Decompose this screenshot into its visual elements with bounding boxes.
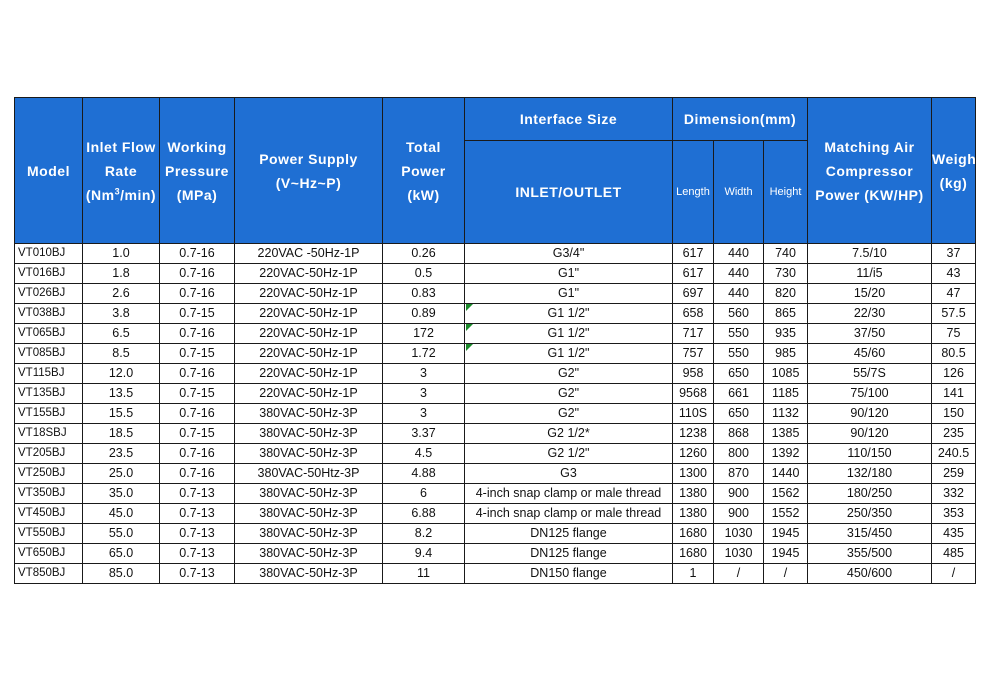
cell-pressure: 0.7-15 bbox=[160, 384, 235, 404]
table-row bbox=[15, 304, 976, 324]
cell-power: 6 bbox=[383, 484, 465, 504]
cell-height: 740 bbox=[764, 244, 808, 264]
cell-supply: 220VAC-50Hz-1P bbox=[235, 364, 383, 384]
cell-power: 0.5 bbox=[383, 264, 465, 284]
cell-matching: 45/60 bbox=[808, 344, 932, 364]
header-power-supply: Power Supply (V~Hz~P) bbox=[235, 98, 383, 244]
cell-pressure: 0.7-16 bbox=[160, 264, 235, 284]
cell-length: 658 bbox=[673, 304, 714, 324]
cell-width: 440 bbox=[714, 244, 764, 264]
cell-power: 0.89 bbox=[383, 304, 465, 324]
cell-width: 870 bbox=[714, 464, 764, 484]
cell-supply: 220VAC-50Hz-1P bbox=[235, 344, 383, 364]
cell-interface: DN125 flange bbox=[465, 524, 673, 544]
cell-model: VT155BJ bbox=[15, 404, 83, 424]
cell-width: 650 bbox=[714, 404, 764, 424]
cell-length: 110S bbox=[673, 404, 714, 424]
cell-pressure: 0.7-13 bbox=[160, 524, 235, 544]
cell-supply: 220VAC-50Hz-1P bbox=[235, 324, 383, 344]
cell-length: 757 bbox=[673, 344, 714, 364]
cell-interface: G1 1/2" bbox=[465, 304, 673, 324]
cell-flow: 85.0 bbox=[83, 564, 160, 584]
cell-length: 617 bbox=[673, 244, 714, 264]
cell-weight: 47 bbox=[932, 284, 976, 304]
cell-supply: 380VAC-50Hz-3P bbox=[235, 484, 383, 504]
cell-interface: G1 1/2" bbox=[465, 344, 673, 364]
cell-pressure: 0.7-13 bbox=[160, 504, 235, 524]
cell-interface: G2" bbox=[465, 404, 673, 424]
cell-flow: 3.8 bbox=[83, 304, 160, 324]
cell-height: 985 bbox=[764, 344, 808, 364]
cell-supply: 380VAC-50Hz-3P bbox=[235, 404, 383, 424]
header-inlet-outlet: INLET/OUTLET bbox=[465, 141, 673, 244]
cell-pressure: 0.7-16 bbox=[160, 244, 235, 264]
cell-interface: G1" bbox=[465, 284, 673, 304]
cell-width: / bbox=[714, 564, 764, 584]
cell-model: VT18SBJ bbox=[15, 424, 83, 444]
header-model: Model bbox=[15, 98, 83, 244]
table-row bbox=[15, 264, 976, 284]
cell-model: VT250BJ bbox=[15, 464, 83, 484]
cell-interface: 4-inch snap clamp or male thread bbox=[465, 484, 673, 504]
table-row bbox=[15, 544, 976, 564]
cell-power: 6.88 bbox=[383, 504, 465, 524]
cell-length: 1680 bbox=[673, 524, 714, 544]
table-row bbox=[15, 344, 976, 364]
cell-flow: 1.8 bbox=[83, 264, 160, 284]
table-row bbox=[15, 504, 976, 524]
table-row bbox=[15, 324, 976, 344]
cell-weight: 332 bbox=[932, 484, 976, 504]
cell-width: 661 bbox=[714, 384, 764, 404]
cell-matching: 315/450 bbox=[808, 524, 932, 544]
cell-model: VT450BJ bbox=[15, 504, 83, 524]
cell-weight: 126 bbox=[932, 364, 976, 384]
cell-width: 868 bbox=[714, 424, 764, 444]
cell-supply: 220VAC-50Hz-1P bbox=[235, 264, 383, 284]
cell-pressure: 0.7-15 bbox=[160, 424, 235, 444]
cell-height: 1392 bbox=[764, 444, 808, 464]
cell-height: 1132 bbox=[764, 404, 808, 424]
cell-weight: 75 bbox=[932, 324, 976, 344]
table-row bbox=[15, 484, 976, 504]
cell-model: VT026BJ bbox=[15, 284, 83, 304]
cell-matching: 90/120 bbox=[808, 424, 932, 444]
cell-matching: 110/150 bbox=[808, 444, 932, 464]
cell-height: 1185 bbox=[764, 384, 808, 404]
cell-width: 1030 bbox=[714, 524, 764, 544]
cell-weight: 80.5 bbox=[932, 344, 976, 364]
cell-width: 900 bbox=[714, 504, 764, 524]
cell-flow: 23.5 bbox=[83, 444, 160, 464]
header-dimension: Dimension(mm) bbox=[673, 98, 808, 141]
cell-matching: 450/600 bbox=[808, 564, 932, 584]
cell-height: 730 bbox=[764, 264, 808, 284]
cell-flow: 45.0 bbox=[83, 504, 160, 524]
cell-length: 617 bbox=[673, 264, 714, 284]
cell-weight: 150 bbox=[932, 404, 976, 424]
header-row-top bbox=[15, 98, 976, 141]
cell-power: 4.5 bbox=[383, 444, 465, 464]
cell-model: VT550BJ bbox=[15, 524, 83, 544]
cell-flow: 55.0 bbox=[83, 524, 160, 544]
cell-power: 1.72 bbox=[383, 344, 465, 364]
cell-power: 9.4 bbox=[383, 544, 465, 564]
cell-flow: 12.0 bbox=[83, 364, 160, 384]
header-weight: Weight (kg) bbox=[932, 98, 976, 244]
cell-length: 1 bbox=[673, 564, 714, 584]
cell-length: 717 bbox=[673, 324, 714, 344]
cell-power: 3 bbox=[383, 404, 465, 424]
cell-model: VT085BJ bbox=[15, 344, 83, 364]
cell-flow: 8.5 bbox=[83, 344, 160, 364]
cell-matching: 355/500 bbox=[808, 544, 932, 564]
header-length: Length bbox=[673, 141, 714, 244]
cell-weight: 435 bbox=[932, 524, 976, 544]
cell-weight: 235 bbox=[932, 424, 976, 444]
cell-width: 440 bbox=[714, 264, 764, 284]
cell-length: 9568 bbox=[673, 384, 714, 404]
cell-model: VT850BJ bbox=[15, 564, 83, 584]
cell-model: VT205BJ bbox=[15, 444, 83, 464]
cell-matching: 7.5/10 bbox=[808, 244, 932, 264]
cell-supply: 380VAC-50Hz-3P bbox=[235, 504, 383, 524]
header-matching-compressor-power: Matching Air Compressor Power (KW/HP) bbox=[808, 98, 932, 244]
cell-length: 1380 bbox=[673, 504, 714, 524]
cell-model: VT350BJ bbox=[15, 484, 83, 504]
cell-length: 958 bbox=[673, 364, 714, 384]
table-row bbox=[15, 524, 976, 544]
cell-supply: 380VAC-50Hz-3P bbox=[235, 564, 383, 584]
cell-weight: 240.5 bbox=[932, 444, 976, 464]
cell-height: 1562 bbox=[764, 484, 808, 504]
cell-width: 550 bbox=[714, 344, 764, 364]
cell-pressure: 0.7-13 bbox=[160, 484, 235, 504]
cell-supply: 220VAC-50Hz-1P bbox=[235, 284, 383, 304]
cell-flow: 65.0 bbox=[83, 544, 160, 564]
table-row bbox=[15, 384, 976, 404]
cell-width: 800 bbox=[714, 444, 764, 464]
cell-supply: 380VAC-50Htz-3P bbox=[235, 464, 383, 484]
cell-supply: 220VAC-50Hz-1P bbox=[235, 304, 383, 324]
cell-pressure: 0.7-16 bbox=[160, 444, 235, 464]
cell-height: 820 bbox=[764, 284, 808, 304]
cell-height: 865 bbox=[764, 304, 808, 324]
cell-model: VT065BJ bbox=[15, 324, 83, 344]
cell-width: 440 bbox=[714, 284, 764, 304]
cell-interface: G2 1/2" bbox=[465, 444, 673, 464]
cell-width: 900 bbox=[714, 484, 764, 504]
cell-height: 1440 bbox=[764, 464, 808, 484]
cell-interface: DN150 flange bbox=[465, 564, 673, 584]
cell-length: 1380 bbox=[673, 484, 714, 504]
table-row bbox=[15, 564, 976, 584]
cell-matching: 132/180 bbox=[808, 464, 932, 484]
cell-power: 11 bbox=[383, 564, 465, 584]
header-interface-size: Interface Size bbox=[465, 98, 673, 141]
cell-matching: 90/120 bbox=[808, 404, 932, 424]
cell-pressure: 0.7-16 bbox=[160, 364, 235, 384]
specification-table bbox=[14, 97, 982, 584]
cell-height: 935 bbox=[764, 324, 808, 344]
cell-pressure: 0.7-13 bbox=[160, 564, 235, 584]
cell-flow: 6.5 bbox=[83, 324, 160, 344]
cell-flow: 18.5 bbox=[83, 424, 160, 444]
header-inlet-flow-rate: Inlet Flow Rate (Nm$^3$/min) bbox=[83, 98, 160, 244]
cell-power: 172 bbox=[383, 324, 465, 344]
cell-height: / bbox=[764, 564, 808, 584]
table-row bbox=[15, 464, 976, 484]
header-width: Width bbox=[714, 141, 764, 244]
cell-model: VT135BJ bbox=[15, 384, 83, 404]
cell-pressure: 0.7-16 bbox=[160, 404, 235, 424]
cell-height: 1085 bbox=[764, 364, 808, 384]
cell-interface: 4-inch snap clamp or male thread bbox=[465, 504, 673, 524]
cell-weight: 57.5 bbox=[932, 304, 976, 324]
cell-supply: 380VAC-50Hz-3P bbox=[235, 524, 383, 544]
cell-weight: 43 bbox=[932, 264, 976, 284]
cell-matching: 11/i5 bbox=[808, 264, 932, 284]
cell-matching: 180/250 bbox=[808, 484, 932, 504]
cell-model: VT016BJ bbox=[15, 264, 83, 284]
cell-matching: 37/50 bbox=[808, 324, 932, 344]
cell-length: 1260 bbox=[673, 444, 714, 464]
cell-matching: 22/30 bbox=[808, 304, 932, 324]
cell-matching: 55/7S bbox=[808, 364, 932, 384]
cell-matching: 250/350 bbox=[808, 504, 932, 524]
cell-power: 3 bbox=[383, 384, 465, 404]
cell-power: 0.26 bbox=[383, 244, 465, 264]
cell-model: VT650BJ bbox=[15, 544, 83, 564]
cell-power: 3.37 bbox=[383, 424, 465, 444]
cell-height: 1552 bbox=[764, 504, 808, 524]
cell-interface: G1 1/2" bbox=[465, 324, 673, 344]
header-total-power: Total Power (kW) bbox=[383, 98, 465, 244]
cell-height: 1945 bbox=[764, 524, 808, 544]
cell-flow: 2.6 bbox=[83, 284, 160, 304]
cell-supply: 380VAC-50Hz-3P bbox=[235, 444, 383, 464]
cell-interface: G2 1/2* bbox=[465, 424, 673, 444]
table-row bbox=[15, 284, 976, 304]
cell-width: 1030 bbox=[714, 544, 764, 564]
cell-width: 560 bbox=[714, 304, 764, 324]
cell-interface: G3/4" bbox=[465, 244, 673, 264]
cell-power: 0.83 bbox=[383, 284, 465, 304]
cell-height: 1945 bbox=[764, 544, 808, 564]
cell-pressure: 0.7-15 bbox=[160, 304, 235, 324]
cell-weight: 353 bbox=[932, 504, 976, 524]
cell-weight: / bbox=[932, 564, 976, 584]
cell-width: 550 bbox=[714, 324, 764, 344]
cell-weight: 259 bbox=[932, 464, 976, 484]
cell-interface: G1" bbox=[465, 264, 673, 284]
cell-power: 4.88 bbox=[383, 464, 465, 484]
cell-supply: 380VAC-50Hz-3P bbox=[235, 424, 383, 444]
cell-flow: 25.0 bbox=[83, 464, 160, 484]
cell-supply: 220VAC-50Hz-1P bbox=[235, 384, 383, 404]
cell-model: VT010BJ bbox=[15, 244, 83, 264]
table-row bbox=[15, 364, 976, 384]
header-working-pressure: Working Pressure (MPa) bbox=[160, 98, 235, 244]
cell-matching: 15/20 bbox=[808, 284, 932, 304]
cell-interface: G2" bbox=[465, 364, 673, 384]
header-height: Height bbox=[764, 141, 808, 244]
cell-matching: 75/100 bbox=[808, 384, 932, 404]
cell-height: 1385 bbox=[764, 424, 808, 444]
table-row bbox=[15, 244, 976, 264]
cell-supply: 380VAC-50Hz-3P bbox=[235, 544, 383, 564]
cell-model: VT115BJ bbox=[15, 364, 83, 384]
table-body bbox=[15, 244, 976, 584]
cell-interface: DN125 flange bbox=[465, 544, 673, 564]
cell-interface: G2" bbox=[465, 384, 673, 404]
cell-pressure: 0.7-15 bbox=[160, 344, 235, 364]
cell-length: 1680 bbox=[673, 544, 714, 564]
cell-pressure: 0.7-16 bbox=[160, 324, 235, 344]
cell-length: 1238 bbox=[673, 424, 714, 444]
cell-pressure: 0.7-16 bbox=[160, 284, 235, 304]
cell-width: 650 bbox=[714, 364, 764, 384]
cell-power: 8.2 bbox=[383, 524, 465, 544]
cell-pressure: 0.7-13 bbox=[160, 544, 235, 564]
cell-flow: 15.5 bbox=[83, 404, 160, 424]
cell-pressure: 0.7-16 bbox=[160, 464, 235, 484]
cell-flow: 13.5 bbox=[83, 384, 160, 404]
table-row bbox=[15, 444, 976, 464]
cell-flow: 35.0 bbox=[83, 484, 160, 504]
cell-flow: 1.0 bbox=[83, 244, 160, 264]
cell-weight: 485 bbox=[932, 544, 976, 564]
cell-weight: 141 bbox=[932, 384, 976, 404]
cell-power: 3 bbox=[383, 364, 465, 384]
cell-interface: G3 bbox=[465, 464, 673, 484]
cell-supply: 220VAC -50Hz-1P bbox=[235, 244, 383, 264]
cell-length: 697 bbox=[673, 284, 714, 304]
cell-length: 1300 bbox=[673, 464, 714, 484]
cell-weight: 37 bbox=[932, 244, 976, 264]
table-row bbox=[15, 424, 976, 444]
cell-model: VT038BJ bbox=[15, 304, 83, 324]
table-row bbox=[15, 404, 976, 424]
